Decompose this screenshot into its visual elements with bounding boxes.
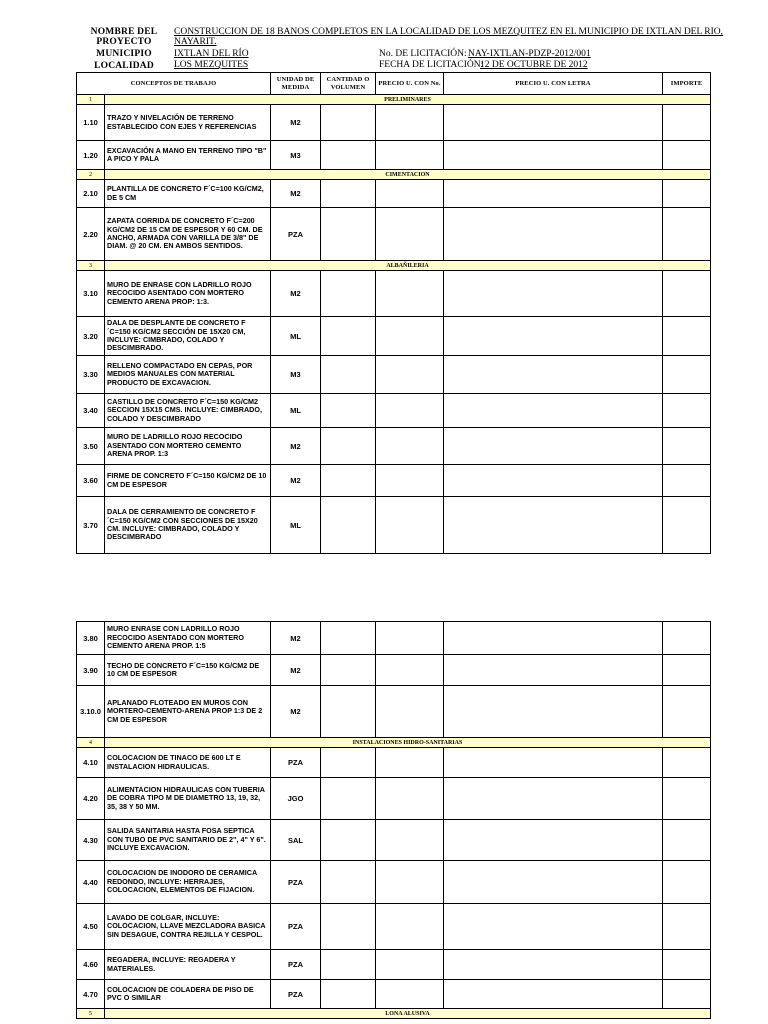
item-unit: JGO — [271, 778, 321, 820]
item-description: ZAPATA CORRIDA DE CONCRETO F´C=200 KG/CM2 DE 15 CM DE ESPESOR Y 60 CM. DE ANCHO, ARMADA CON VARILLA DE 3/8" DE DIAM. @ 20 CM. EN AMBOS SENTIDOS. — [105, 208, 271, 261]
item-amount-cell[interactable] — [663, 356, 711, 394]
item-code: 3.50 — [77, 428, 105, 465]
item-quantity-cell[interactable] — [321, 180, 376, 208]
table-row — [77, 317, 711, 356]
item-unit: ML — [271, 317, 321, 356]
item-unit: PZA — [271, 748, 321, 778]
item-unit: ML — [271, 394, 321, 428]
item-price-letter-cell[interactable] — [444, 271, 663, 317]
item-code: 4.50 — [77, 904, 105, 950]
table-row — [77, 394, 711, 428]
item-price-letter-cell[interactable] — [444, 428, 663, 465]
item-price-number-cell[interactable] — [376, 356, 444, 394]
item-unit: M2 — [271, 465, 321, 497]
item-code: 3.20 — [77, 317, 105, 356]
item-description: COLOCACION DE TINACO DE 600 LT E INSTALACION HIDRAULICAS. — [105, 748, 271, 778]
item-code: 2.20 — [77, 208, 105, 261]
item-unit: M2 — [271, 622, 321, 655]
item-code: 1.20 — [77, 141, 105, 170]
item-quantity-cell[interactable] — [321, 465, 376, 497]
item-quantity-cell[interactable] — [321, 497, 376, 554]
col-cantidad: CANTIDAD O VOLUMEN — [321, 73, 376, 95]
item-unit: PZA — [271, 980, 321, 1009]
item-code: 4.10 — [77, 748, 105, 778]
item-price-letter-cell[interactable] — [444, 655, 663, 686]
item-price-number-cell[interactable] — [376, 105, 444, 141]
item-price-letter-cell[interactable] — [444, 950, 663, 980]
item-price-letter-cell[interactable] — [444, 622, 663, 655]
item-description: SALIDA SANITARIA HASTA FOSA SEPTICA CON TUBO DE PVC SANITARIO DE 2", 4" Y 6". INCLUYE EXCAVACION. — [105, 820, 271, 861]
item-code: 3.90 — [77, 655, 105, 686]
table-row — [77, 271, 711, 317]
item-price-number-cell[interactable] — [376, 980, 444, 1009]
item-description: LAVADO DE COLGAR, INCLUYE: COLOCACION, LLAVE MEZCLADORA BASICA SIN DESAGUE, CONTRA REJILLA Y CESPOL. — [105, 904, 271, 950]
item-code: 3.70 — [77, 497, 105, 554]
section-name: INSTALACIONES HIDRO-SANITARIAS — [105, 738, 711, 748]
item-code: 2.10 — [77, 180, 105, 208]
item-amount-cell[interactable] — [663, 748, 711, 778]
item-price-number-cell[interactable] — [376, 820, 444, 861]
item-quantity-cell[interactable] — [321, 271, 376, 317]
item-quantity-cell[interactable] — [321, 655, 376, 686]
column-header-row — [77, 73, 711, 95]
item-description: TECHO DE CONCRETO F´C=150 KG/CM2 DE 10 CM DE ESPESOR — [105, 655, 271, 686]
item-code: 4.30 — [77, 820, 105, 861]
localidad-label: LOCALIDAD — [94, 61, 154, 71]
item-amount-cell[interactable] — [663, 317, 711, 356]
item-amount-cell[interactable] — [663, 686, 711, 738]
item-price-number-cell[interactable] — [376, 271, 444, 317]
table-row — [77, 686, 711, 738]
item-description: MURO DE LADRILLO ROJO RECOCIDO ASENTADO CON MORTERO CEMENTO ARENA PROP. 1:3 — [105, 428, 271, 465]
item-price-letter-cell[interactable] — [444, 820, 663, 861]
item-amount-cell[interactable] — [663, 904, 711, 950]
item-description: CASTILLO DE CONCRETO F´C=150 KG/CM2 SECCION 15X15 CMS. INCLUYE: CIMBRADO, COLADO Y DESCIMBRADO — [105, 394, 271, 428]
item-amount-cell[interactable] — [663, 861, 711, 904]
item-price-letter-cell[interactable] — [444, 904, 663, 950]
item-price-number-cell[interactable] — [376, 622, 444, 655]
table-row — [77, 904, 711, 950]
section-number: 5 — [77, 1009, 105, 1019]
item-unit: M2 — [271, 655, 321, 686]
item-price-number-cell[interactable] — [376, 394, 444, 428]
section-row — [77, 1009, 711, 1019]
item-description: PLANTILLA DE CONCRETO F´C=100 KG/CM2, DE 5 CM — [105, 180, 271, 208]
item-amount-cell[interactable] — [663, 778, 711, 820]
item-description: COLOCACION DE INODORO DE CERAMICA REDONDO, INCLUYE: HERRAJES, COLOCACION, ELEMENTOS DE FIJACION. — [105, 861, 271, 904]
section-number: 4 — [77, 738, 105, 748]
item-price-letter-cell[interactable] — [444, 497, 663, 554]
item-price-letter-cell[interactable] — [444, 861, 663, 904]
work-concepts-table-page2 — [76, 621, 711, 1019]
item-price-letter-cell[interactable] — [444, 180, 663, 208]
item-price-letter-cell[interactable] — [444, 141, 663, 170]
item-price-number-cell[interactable] — [376, 748, 444, 778]
item-unit: M3 — [271, 356, 321, 394]
item-quantity-cell[interactable] — [321, 428, 376, 465]
item-unit: M2 — [271, 686, 321, 738]
item-amount-cell[interactable] — [663, 980, 711, 1009]
item-code: 3.60 — [77, 465, 105, 497]
table-row — [77, 655, 711, 686]
item-price-letter-cell[interactable] — [444, 356, 663, 394]
item-quantity-cell[interactable] — [321, 904, 376, 950]
item-amount-cell[interactable] — [663, 208, 711, 261]
table-row — [77, 980, 711, 1009]
item-description: REGADERA, INCLUYE: REGADERA Y MATERIALES. — [105, 950, 271, 980]
item-unit: M2 — [271, 271, 321, 317]
item-description: APLANADO FLOTEADO EN MUROS CON MORTERO-CEMENTO-ARENA PROP 1:3 DE 2 CM DE ESPESOR — [105, 686, 271, 738]
item-price-letter-cell[interactable] — [444, 105, 663, 141]
item-code: 1.10 — [77, 105, 105, 141]
section-name: PRELIMINARES — [105, 95, 711, 105]
item-description: TRAZO Y NIVELACIÓN DE TERRENO ESTABLECIDO CON EJES Y REFERENCIAS — [105, 105, 271, 141]
item-quantity-cell[interactable] — [321, 861, 376, 904]
item-code: 3.30 — [77, 356, 105, 394]
work-concepts-table-page1 — [76, 72, 711, 554]
item-amount-cell[interactable] — [663, 497, 711, 554]
item-price-number-cell[interactable] — [376, 861, 444, 904]
item-unit: M3 — [271, 141, 321, 170]
item-price-letter-cell[interactable] — [444, 465, 663, 497]
item-unit: ML — [271, 497, 321, 554]
item-code: 4.70 — [77, 980, 105, 1009]
table-row — [77, 950, 711, 980]
item-unit: PZA — [271, 904, 321, 950]
table-row — [77, 465, 711, 497]
table-row — [77, 180, 711, 208]
item-unit: PZA — [271, 950, 321, 980]
col-conceptos: CONCEPTOS DE TRABAJO — [77, 73, 271, 95]
item-amount-cell[interactable] — [663, 820, 711, 861]
fecha-label: FECHA DE LICITACIÓN: — [379, 60, 484, 70]
item-description: MURO ENRASE CON LADRILLO ROJO RECOCIDO ASENTADO CON MORTERO CEMENTO ARENA PROP. 1:5 — [105, 622, 271, 655]
item-price-number-cell[interactable] — [376, 428, 444, 465]
fecha-value: 12 DE OCTUBRE DE 2012 — [480, 60, 588, 70]
municipio-value: IXTLAN DEL RÍO — [174, 49, 249, 59]
item-price-number-cell[interactable] — [376, 904, 444, 950]
item-code: 3.80 — [77, 622, 105, 655]
item-price-letter-cell[interactable] — [444, 317, 663, 356]
item-price-number-cell[interactable] — [376, 497, 444, 554]
item-price-letter-cell[interactable] — [444, 748, 663, 778]
item-code: 3.10 — [77, 271, 105, 317]
item-amount-cell[interactable] — [663, 141, 711, 170]
item-code: 3.10.0 — [77, 686, 105, 738]
table-row — [77, 820, 711, 861]
section-number: 3 — [77, 261, 105, 271]
col-precio-num: PRECIO U. CON No. — [376, 73, 444, 95]
item-quantity-cell[interactable] — [321, 356, 376, 394]
table-row — [77, 861, 711, 904]
item-unit: PZA — [271, 861, 321, 904]
item-quantity-cell[interactable] — [321, 820, 376, 861]
item-amount-cell[interactable] — [663, 105, 711, 141]
col-importe: IMPORTE — [663, 73, 711, 95]
item-amount-cell[interactable] — [663, 428, 711, 465]
item-price-letter-cell[interactable] — [444, 394, 663, 428]
item-description: EXCAVACIÓN A MANO EN TERRENO TIPO "B" A PICO Y PALA — [105, 141, 271, 170]
section-name: CIMENTACION — [105, 170, 711, 180]
item-amount-cell[interactable] — [663, 622, 711, 655]
table-row — [77, 778, 711, 820]
item-unit: M2 — [271, 180, 321, 208]
item-code: 3.40 — [77, 394, 105, 428]
item-code: 4.20 — [77, 778, 105, 820]
item-amount-cell[interactable] — [663, 950, 711, 980]
table-row — [77, 208, 711, 261]
item-quantity-cell[interactable] — [321, 208, 376, 261]
col-unidad: UNIDAD DE MEDIDA — [271, 73, 321, 95]
item-quantity-cell[interactable] — [321, 141, 376, 170]
item-price-number-cell[interactable] — [376, 317, 444, 356]
item-price-letter-cell[interactable] — [444, 686, 663, 738]
table-row — [77, 356, 711, 394]
item-price-number-cell[interactable] — [376, 465, 444, 497]
licitacion-value: NAY-IXTLAN-PDZP-2012/001 — [468, 49, 591, 59]
col-precio-letra: PRECIO U. CON LETRA — [444, 73, 663, 95]
item-price-number-cell[interactable] — [376, 180, 444, 208]
item-description: MURO DE ENRASE CON LADRILLO ROJO RECOCIDO ASENTADO CON MORTERO CEMENTO ARENA PROP: 1:3. — [105, 271, 271, 317]
licitacion-label: No. DE LICITACIÓN: — [379, 49, 467, 59]
project-label: NOMBRE DEL PROYECTO — [90, 27, 158, 47]
table-row — [77, 622, 711, 655]
section-number: 2 — [77, 170, 105, 180]
item-description: RELLENO COMPACTADO EN CEPAS, POR MEDIOS MANUALES CON MATERIAL PRODUCTO DE EXCAVACION. — [105, 356, 271, 394]
section-name: ALBAÑILERIA — [105, 261, 711, 271]
item-description: FIRME DE CONCRETO F´C=150 KG/CM2 DE 10 CM DE ESPESOR — [105, 465, 271, 497]
item-description: DALA DE DESPLANTE DE CONCRETO F´C=150 KG/CM2 SECCIÓN DE 15X20 CM, INCLUYE: CIMBRADO, COLADO Y DESCIMBRADO. — [105, 317, 271, 356]
item-quantity-cell[interactable] — [321, 317, 376, 356]
item-description: COLOCACION DE COLADERA DE PISO DE PVC O SIMILAR — [105, 980, 271, 1009]
item-quantity-cell[interactable] — [321, 950, 376, 980]
item-price-number-cell[interactable] — [376, 208, 444, 261]
item-quantity-cell[interactable] — [321, 748, 376, 778]
item-unit: M2 — [271, 428, 321, 465]
item-price-number-cell[interactable] — [376, 686, 444, 738]
item-price-number-cell[interactable] — [376, 141, 444, 170]
item-price-letter-cell[interactable] — [444, 980, 663, 1009]
table-row — [77, 428, 711, 465]
section-name: LONA ALUSIVA — [105, 1009, 711, 1019]
item-code: 4.40 — [77, 861, 105, 904]
localidad-value: LOS MEZQUITES — [174, 60, 249, 70]
item-code: 4.60 — [77, 950, 105, 980]
item-price-letter-cell[interactable] — [444, 208, 663, 261]
item-price-letter-cell[interactable] — [444, 778, 663, 820]
item-quantity-cell[interactable] — [321, 778, 376, 820]
item-amount-cell[interactable] — [663, 394, 711, 428]
project-value-line2: NAYARIT. — [174, 37, 217, 47]
section-number: 1 — [77, 95, 105, 105]
item-price-number-cell[interactable] — [376, 950, 444, 980]
section-row — [77, 170, 711, 180]
item-quantity-cell[interactable] — [321, 622, 376, 655]
section-row — [77, 95, 711, 105]
item-unit: M2 — [271, 105, 321, 141]
section-row — [77, 738, 711, 748]
item-quantity-cell[interactable] — [321, 394, 376, 428]
item-quantity-cell[interactable] — [321, 686, 376, 738]
municipio-label: MUNICIPIO — [96, 49, 152, 59]
item-quantity-cell[interactable] — [321, 105, 376, 141]
item-unit: PZA — [271, 208, 321, 261]
item-amount-cell[interactable] — [663, 655, 711, 686]
table-row — [77, 141, 711, 170]
item-price-number-cell[interactable] — [376, 778, 444, 820]
item-quantity-cell[interactable] — [321, 980, 376, 1009]
item-price-number-cell[interactable] — [376, 655, 444, 686]
item-amount-cell[interactable] — [663, 180, 711, 208]
item-description: ALIMENTACION HIDRAULICAS CON TUBERIA DE COBRA TIPO M DE DIAMETRO 13, 19, 32, 35, 38 Y 50 MM. — [105, 778, 271, 820]
table-row — [77, 748, 711, 778]
project-value-line1: CONSTRUCCION DE 18 BANOS COMPLETOS EN LA LOCALIDAD DE LOS MEZQUITEZ EN EL MUNICIPIO DE IXTLAN DEL RIO, — [174, 27, 724, 37]
section-row — [77, 261, 711, 271]
table-row — [77, 105, 711, 141]
item-amount-cell[interactable] — [663, 465, 711, 497]
item-amount-cell[interactable] — [663, 271, 711, 317]
table-row — [77, 497, 711, 554]
item-description: DALA DE CERRAMIENTO DE CONCRETO F´C=150 KG/CM2 CON SECCIONES DE 15X20 CM. INCLUYE: CIMBRADO, COLADO Y DESCIMBRADO — [105, 497, 271, 554]
item-unit: SAL — [271, 820, 321, 861]
